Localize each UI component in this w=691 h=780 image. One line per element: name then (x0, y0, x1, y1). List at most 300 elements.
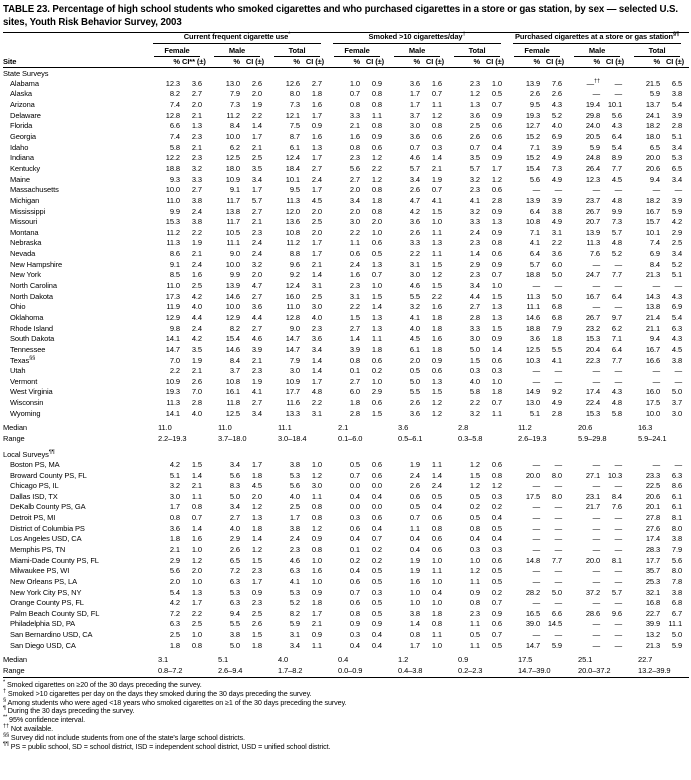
ci-cell: 6.8 (551, 312, 563, 322)
pct-cell: 1.9 (409, 459, 421, 469)
pct-cell: 3.3 (349, 110, 361, 120)
site-cell: Milwaukee PS, WI (10, 566, 70, 576)
pct-cell: 27.8 (645, 513, 661, 523)
ci-cell: 1.9 (191, 238, 202, 248)
ci-cell: 0.9 (491, 334, 503, 344)
footnote-marker: ¶ (3, 706, 6, 713)
ci-cell: 1.7 (311, 249, 323, 259)
ci-cell: — (614, 534, 623, 544)
group-header-row (3, 33, 689, 44)
pct-cell: 14.1 (165, 408, 180, 418)
ci-cell: 1.4 (431, 153, 443, 163)
pct-cell: 6.6 (169, 121, 180, 131)
range-cell: 5.9–29.8 (578, 433, 607, 443)
ci-header: CI (±) (542, 57, 569, 68)
pct-cell: 2.6 (409, 227, 421, 237)
pct-cell: 2.6 (529, 89, 541, 99)
ci-cell: 2.7 (311, 78, 323, 88)
pct-cell: 15.4 (525, 163, 541, 173)
ci-cell: — (614, 481, 623, 491)
pct-cell: — (592, 376, 601, 386)
pct-cell: 10.9 (165, 376, 180, 386)
col-male: Male (569, 44, 629, 57)
ci-cell: 6.1 (671, 502, 683, 512)
ci-cell: 1.1 (371, 334, 383, 344)
ci-cell: 0.7 (431, 185, 443, 195)
ci-cell: 7.8 (671, 576, 683, 586)
pct-header: % (569, 57, 602, 68)
ci-cell: 7.7 (611, 270, 623, 280)
pct-cell: 2.6 (229, 545, 240, 554)
pct-cell: 14.1 (165, 334, 180, 344)
pct-cell: 9.1 (169, 259, 180, 269)
ci-cell: 4.5 (311, 195, 323, 205)
pct-cell: 29.8 (585, 110, 601, 120)
pct-cell: 17.7 (285, 387, 300, 397)
pct-cell: — (532, 630, 541, 640)
pct-cell: 17.4 (645, 534, 661, 544)
ci-cell: 1.2 (431, 110, 443, 120)
pct-cell: 8.2 (169, 89, 180, 99)
pct-cell: 0.3 (349, 630, 361, 640)
pct-cell: 6.1 (409, 344, 421, 354)
ci-cell: 0.8 (311, 513, 323, 523)
pct-cell: 1.2 (469, 89, 481, 99)
pct-cell: — (532, 523, 541, 533)
ci-cell: 1.5 (251, 555, 262, 565)
pct-cell: — (532, 185, 541, 195)
ci-cell: 4.5 (671, 344, 683, 354)
ci-cell: 4.1 (431, 195, 443, 205)
ci-cell: 0.2 (371, 545, 383, 554)
table-row (3, 409, 689, 420)
range-cell: 2.2–19.3 (158, 433, 187, 443)
ci-cell: 3.8 (671, 534, 683, 544)
ci-cell: 3.6 (311, 334, 323, 344)
table-row (3, 111, 689, 122)
pct-cell: 12.9 (225, 312, 240, 322)
ci-cell: 1.2 (371, 153, 383, 163)
pct-cell: 16.1 (225, 387, 240, 397)
ci-cell: 7.3 (611, 217, 623, 227)
ci-cell: 7.7 (551, 555, 563, 565)
site-cell: Chicago PS, IL (10, 481, 59, 491)
pct-cell: — (592, 513, 601, 523)
ci-cell: 1.2 (311, 523, 323, 533)
pct-cell: 5.2 (289, 598, 300, 608)
pct-cell: 39.0 (525, 619, 541, 629)
ci-cell: 3.4 (311, 344, 323, 354)
pct-cell: 26.7 (585, 206, 601, 216)
pct-cell: 1.0 (349, 78, 361, 88)
pct-cell: 5.1 (529, 408, 541, 418)
ci-cell: — (674, 366, 683, 376)
ci-cell: 0.5 (431, 491, 443, 501)
ci-cell: 1.9 (431, 174, 443, 184)
pct-cell: 23.7 (585, 195, 601, 205)
ci-cell: — (614, 619, 623, 629)
ci-cell: 1.4 (431, 470, 443, 480)
median-cell: 22.7 (638, 655, 653, 665)
site-cell: Arizona (10, 100, 35, 110)
pct-cell: 10.8 (225, 376, 240, 386)
pct-cell: 11.2 (286, 238, 300, 248)
ci-cell: 0.2 (491, 587, 503, 597)
ci-cell: 2.0 (191, 100, 202, 110)
pct-cell: 3.6 (469, 110, 481, 120)
pct-cell: 24.8 (585, 153, 601, 163)
ci-header: CI (±) (662, 57, 689, 68)
table-row (3, 566, 689, 577)
ci-cell: 7.6 (611, 502, 623, 512)
median-cell: 17.5 (518, 655, 533, 665)
ci-cell: 1.9 (191, 355, 202, 365)
pct-header: % (629, 57, 662, 68)
table-row (3, 545, 689, 556)
pct-cell: 3.6 (409, 217, 421, 227)
footnote: ¶ During the 30 days preceding the survey. (3, 706, 135, 716)
pct-cell: 9.9 (229, 270, 240, 280)
ci-cell: 0.5 (371, 566, 383, 576)
ci-cell: 0.9 (491, 110, 503, 120)
pct-cell: 17.4 (585, 387, 601, 397)
table-row (3, 100, 689, 111)
ci-cell: 1.5 (431, 387, 443, 397)
pct-cell: 0.5 (409, 366, 421, 376)
pct-cell: — (532, 376, 541, 386)
ci-cell: 1.0 (191, 630, 202, 640)
ci-cell: 0.6 (371, 355, 383, 365)
pct-cell: 1.8 (169, 640, 180, 650)
pct-cell: 11.3 (166, 238, 180, 248)
ci-cell: 1.4 (251, 121, 262, 131)
table-row (3, 207, 689, 218)
pct-cell: — (652, 459, 661, 469)
ci-cell: 4.9 (551, 153, 563, 163)
ci-cell: 1.2 (431, 270, 443, 280)
pct-cell: 5.8 (169, 142, 180, 152)
ci-cell: 1.2 (491, 174, 503, 184)
ci-cell: 2.5 (251, 608, 262, 618)
pct-cell: 2.4 (469, 227, 481, 237)
range-cell: 0.2–2.3 (458, 666, 483, 676)
pct-cell: 0.7 (349, 89, 361, 99)
pct-cell: 0.8 (409, 630, 421, 640)
table-row (3, 302, 689, 313)
pct-cell: 7.4 (169, 132, 180, 142)
ci-cell: 8.1 (611, 555, 623, 565)
ci-cell: 2.0 (371, 217, 383, 227)
range-cell: 13.2–39.9 (638, 666, 671, 676)
pct-cell: 14.7 (525, 640, 541, 650)
ci-cell: — (614, 366, 623, 376)
table-row (3, 185, 689, 196)
col-total: Total (449, 44, 509, 57)
ci-header: CI (±) (422, 57, 449, 68)
median-cell: 0.4 (338, 655, 349, 665)
pct-cell: 21.7 (585, 502, 601, 512)
pct-header: % (509, 57, 542, 68)
ci-cell: — (554, 534, 563, 544)
pct-cell: 8.3 (229, 481, 240, 491)
ci-cell: 0.9 (371, 78, 383, 88)
ci-cell: 7.7 (611, 163, 623, 173)
ci-cell: 1.8 (251, 470, 262, 480)
pct-cell: 13.9 (585, 227, 601, 237)
site-cell: Wyoming (10, 408, 41, 418)
ci-cell: 3.6 (551, 249, 563, 259)
pct-cell: 9.5 (289, 185, 300, 195)
ci-cell: 1.9 (251, 100, 262, 110)
col-female: Female (509, 44, 569, 57)
pct-cell: 11.3 (286, 195, 300, 205)
ci-cell: 1.8 (431, 344, 443, 354)
ci-cell: 2.1 (251, 142, 262, 152)
ci-cell: 1.2 (311, 470, 323, 480)
pct-cell: 6.1 (289, 142, 300, 152)
ci-cell: 0.9 (371, 132, 383, 142)
pct-cell: 2.3 (469, 78, 481, 88)
ci-cell: 2.5 (311, 291, 323, 301)
pct-cell: 12.6 (285, 78, 300, 88)
ci-cell: 1.7 (311, 238, 323, 248)
pct-cell: 16.7 (645, 206, 661, 216)
ci-cell: — (614, 376, 623, 386)
ci-cell: 4.3 (671, 334, 683, 344)
pct-cell: 4.6 (289, 555, 300, 565)
ci-cell: 4.0 (191, 302, 202, 312)
pct-cell: 1.4 (409, 619, 421, 629)
pct-cell: 14.7 (285, 344, 300, 354)
pct-cell: 7.0 (169, 355, 180, 365)
ci-cell: 1.0 (371, 227, 383, 237)
ci-cell: 5.2 (611, 249, 623, 259)
pct-cell: 2.3 (469, 270, 481, 280)
pct-cell: 12.7 (525, 121, 541, 131)
pct-cell: 21.1 (645, 323, 661, 333)
ci-cell: 1.2 (251, 502, 262, 512)
pct-cell: 39.9 (645, 619, 661, 629)
pct-cell: 2.0 (409, 355, 421, 365)
pct-cell: 3.6 (169, 523, 180, 533)
ci-cell: 1.3 (491, 302, 503, 312)
ci-cell: 0.8 (311, 545, 323, 554)
pct-cell: 1.6 (349, 132, 361, 142)
ci-cell: 0.2 (491, 502, 503, 512)
ci-cell: 10.3 (607, 470, 623, 480)
ci-cell: 0.7 (431, 89, 443, 99)
ci-cell: 0.6 (371, 513, 383, 523)
table-row (3, 534, 689, 545)
ci-cell: 1.9 (251, 376, 262, 386)
ci-cell: 1.2 (251, 545, 262, 554)
ci-cell: 8.0 (671, 566, 683, 576)
pct-cell: — (532, 545, 541, 554)
ci-cell: 4.0 (551, 121, 563, 131)
ci-cell: 1.6 (431, 334, 443, 344)
pct-cell: 1.5 (469, 355, 481, 365)
ci-cell: 3.6 (251, 302, 262, 312)
site-cell: Massachusetts (10, 185, 59, 195)
table-row (3, 132, 689, 143)
ci-cell: 2.5 (311, 217, 323, 227)
ci-cell: 3.8 (551, 206, 563, 216)
pct-cell: — (592, 366, 601, 376)
pct-cell: 3.5 (469, 153, 481, 163)
ci-cell: 0.7 (491, 100, 503, 110)
pct-cell: 3.4 (289, 640, 300, 650)
pct-header: % (209, 57, 242, 68)
site-cell: Memphis PS, TN (10, 545, 66, 554)
group-label: Current frequent cigarette use (183, 32, 289, 42)
ci-cell: 2.3 (191, 153, 202, 163)
pct-cell: 23.2 (585, 323, 601, 333)
col-female: Female (149, 44, 209, 57)
ci-cell: 1.0 (431, 217, 443, 227)
site-cell: Georgia (10, 132, 36, 142)
rule-cell (3, 677, 689, 679)
pct-cell: — (652, 366, 661, 376)
ci-cell: 4.5 (251, 481, 262, 491)
pct-cell: 3.1 (409, 259, 421, 269)
pct-cell: 27.1 (585, 470, 601, 480)
ci-cell: 0.0 (371, 481, 383, 491)
ci-cell: 14.5 (547, 619, 563, 629)
ci-cell: 2.2 (191, 608, 202, 618)
ci-cell: 2.4 (251, 249, 262, 259)
ci-cell: 1.0 (431, 598, 443, 608)
pct-cell: 21.4 (645, 312, 661, 322)
median-cell: 5.1 (218, 655, 229, 665)
ci-cell: — (554, 545, 563, 554)
ci-cell: 1.5 (431, 206, 443, 216)
ci-cell: 0.5 (371, 249, 383, 259)
ci-cell: 0.6 (371, 459, 383, 469)
ci-cell: — (614, 185, 623, 195)
table-row (3, 270, 689, 281)
pct-cell: 5.8 (469, 387, 481, 397)
pct-cell: 5.7 (409, 163, 421, 173)
ci-cell: 4.9 (551, 174, 563, 184)
pct-cell: 8.2 (229, 323, 240, 333)
pct-cell: 19.3 (165, 387, 180, 397)
pct-cell: 1.9 (409, 566, 421, 576)
pct-cell: 9.4 (649, 174, 661, 184)
ci-cell: 1.6 (311, 100, 323, 110)
ci-cell: 0.4 (371, 523, 383, 533)
ci-cell: 3.4 (671, 142, 683, 152)
pct-cell: 14.6 (225, 344, 240, 354)
pct-cell: 18.8 (525, 270, 541, 280)
ci-cell: — (554, 598, 563, 608)
pct-cell: 8.4 (229, 121, 240, 131)
ci-cell: 0.5 (491, 89, 503, 99)
ci-cell: 2.9 (371, 387, 383, 397)
site-cell: Ohio (10, 302, 26, 312)
pct-cell: 11.0 (166, 195, 180, 205)
site-cell: Vermont (10, 376, 38, 386)
pct-cell: 0.6 (349, 598, 361, 608)
ci-cell: 1.3 (491, 217, 503, 227)
range-cell: 0.8–7.2 (158, 666, 183, 676)
ci-cell: 1.3 (491, 312, 503, 322)
pct-cell: 1.6 (409, 576, 421, 586)
pct-cell: 1.5 (349, 312, 361, 322)
pct-cell: 9.5 (529, 100, 541, 110)
ci-header: CI (±) (602, 57, 629, 68)
pct-cell: 3.1 (349, 291, 361, 301)
median-cell: 3.1 (158, 655, 169, 665)
site-cell: New York (10, 270, 41, 280)
ci-cell: 2.0 (311, 206, 323, 216)
pct-cell: 2.4 (349, 259, 361, 269)
pct-cell: 12.2 (165, 153, 180, 163)
range-cell: 14.7–39.0 (518, 666, 551, 676)
ci-cell: 9.6 (611, 608, 623, 618)
ci-cell: 3.6 (191, 78, 202, 88)
pct-cell: 22.4 (585, 398, 601, 408)
ci-cell: 5.0 (551, 291, 563, 301)
ci-cell: 4.2 (191, 334, 202, 344)
pct-cell: 3.7 (229, 366, 240, 376)
pct-cell: — (532, 366, 541, 376)
footnote: ** 95% confidence interval. (3, 714, 85, 725)
range-cell: 2.6–19.3 (518, 433, 547, 443)
pct-cell: 5.6 (349, 163, 361, 173)
ci-cell: 1.4 (311, 366, 323, 376)
median-row-label: Median (3, 655, 27, 665)
ci-cell: 2.4 (191, 259, 202, 269)
pct-cell: 1.1 (349, 238, 361, 248)
pct-cell: 15.3 (165, 217, 180, 227)
ci-cell: 1.0 (191, 545, 202, 554)
pct-cell: —†† (586, 78, 601, 88)
pct-cell: 7.3 (229, 100, 240, 110)
pct-cell: 0.3 (469, 545, 481, 554)
site-cell: DeKalb County PS, GA (10, 502, 86, 512)
pct-cell: 11.9 (166, 302, 180, 312)
footnote: * Smoked cigarettes on ≥20 of the 30 days preceding the survey. (3, 679, 202, 689)
ci-cell: 1.0 (371, 376, 383, 386)
ci-cell: 2.2 (371, 163, 383, 173)
pct-cell: 18.0 (225, 163, 240, 173)
ci-cell: 3.9 (251, 344, 262, 354)
ci-cell: 1.2 (191, 555, 202, 565)
ci-cell: 7.9 (671, 545, 683, 554)
ci-cell: 5.4 (671, 312, 683, 322)
site-cell: Broward County PS, FL (10, 470, 87, 480)
pct-cell: 1.3 (469, 100, 481, 110)
pct-cell: 1.1 (409, 523, 421, 533)
pct-cell: 4.0 (469, 376, 481, 386)
ci-cell: — (554, 576, 563, 586)
ci-cell: 0.9 (491, 227, 503, 237)
table-row (3, 577, 689, 588)
table-row (3, 324, 689, 335)
pct-cell: 11.2 (226, 110, 240, 120)
ci-cell: 2.6 (551, 89, 563, 99)
pct-cell: 5.7 (469, 163, 481, 173)
median-cell: 11.0 (218, 423, 232, 433)
pct-cell: 0.6 (349, 576, 361, 586)
ci-cell: 2.0 (251, 491, 262, 501)
site-column-header: Site (3, 57, 149, 68)
ci-cell: — (614, 513, 623, 523)
ci-cell: 0.7 (491, 398, 503, 408)
pct-cell: — (592, 89, 601, 99)
ci-cell: 4.3 (671, 291, 683, 301)
ci-cell: 8.4 (611, 491, 623, 501)
